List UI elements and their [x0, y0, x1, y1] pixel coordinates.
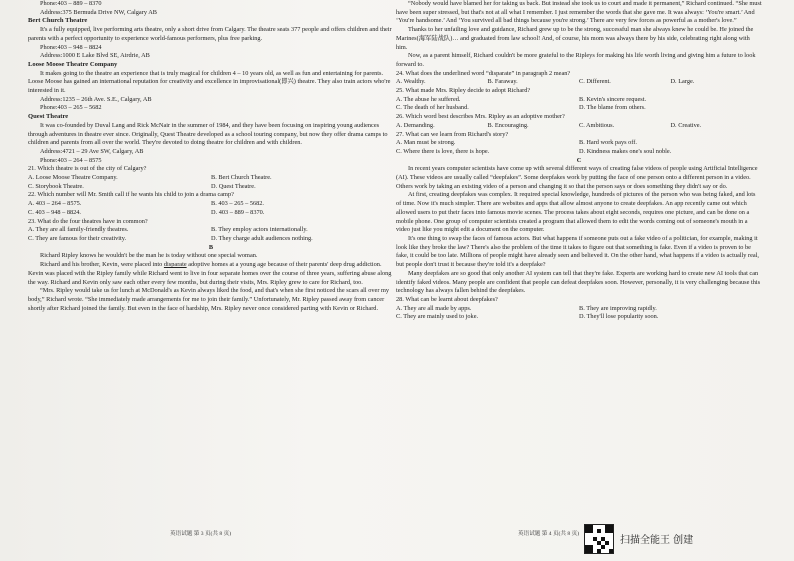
answer-option: C. Storybook Theatre. — [28, 182, 84, 190]
paragraph: In recent years computer scientists have come up with several different ways of creating false videos of people using Artificial Intelligence (AI). These videos are usually called “deepfakes”. Some deepfakes work by putting the face of one person onto a different person in a video. Others work by taking an existing video of a person and changing it so that the person says or does something they didn't say or do. — [396, 165, 758, 190]
theatre-heading: Bert Church Theatre — [28, 17, 88, 25]
paragraph: It's one thing to swap the faces of famous actors. But what happens if someone puts out a fake video of a politician, for example, making it look like they broke the law? There's also the problem of the time it takes to figure out that something is fake. Even if a video is proven to be fake, it could be too late. Millions of people might have already seen and believed it. On the other hand, what happens if a video is actually real, but people don't trust it because they're told it's a deepfake? — [396, 234, 760, 269]
info-line: Address:1235 – 26th Ave. S.E., Calgary, AB — [40, 95, 152, 103]
paragraph: Now, as a parent himself, Richard couldn't be more grateful to the Ripleys for making his life worth living and giving him a future to look forward to. — [396, 52, 756, 68]
theatre-heading: Quest Theatre — [28, 113, 69, 121]
answer-options — [28, 209, 394, 218]
answer-option: A. Wealthy. — [396, 78, 426, 86]
scanner-watermark: 扫描全能王 创建 — [620, 535, 694, 546]
paragraph: Richard and his brother, Kevin, were placed into disparate adoptive homes at a young age because of their parents' deep drug addiction. Kevin was placed with the Ripley family while Richard went to live in four separate homes over the course of three years, suffering abuse along the way. Richard and Kevin only saw each other every few months, but during their visits, Mrs. Ripley grew to care for Richard, too. — [28, 261, 392, 286]
question: 26. Which word best describes Mrs. Ripley as an adoptive mother? — [396, 113, 565, 121]
answer-options — [396, 122, 762, 131]
answer-option: A. Demanding. — [396, 121, 435, 129]
section-letter: C — [576, 156, 582, 164]
answer-option: B. Kevin's sincere request. — [579, 95, 647, 103]
answer-options — [396, 104, 762, 113]
answer-options — [396, 313, 762, 322]
info-line: Phone:403 – 264 – 8575 — [40, 156, 102, 164]
answer-option: A. They are all made by apps. — [396, 304, 472, 312]
answer-option: B. Encouraging. — [487, 121, 529, 129]
underlined-word: disparate — [163, 261, 187, 269]
answer-option: D. Quest Theatre. — [211, 182, 256, 190]
answer-option: B. 403 – 265 – 5682. — [211, 200, 265, 208]
page-footer-left: 英语试题 第 3 页(共 8 页) — [170, 531, 232, 537]
paragraph: “Nobody would have blamed her for taking us back. But instead she took us to court and made it permanent,” Richard continued. “She must have been super stressed, but that's not at all what I remember. I just remember the words that she gave me. It was always: ‘You're smart.’ And ‘You're handsome.’ And ‘You survived all bad things because you're strong.’ There are very few forces as powerful as a mother's love.” — [396, 0, 762, 25]
answer-options — [396, 96, 762, 105]
answer-option: D. 403 – 889 – 8370. — [211, 208, 265, 216]
paragraph: It makes going to the theatre an experience that is truly magical for children 4 – 10 years old, as well as fun and entertaining for parents. Loose Moose has gained an international reputation for creativity and excellence in improvisational(即兴) theatre. They also train actors who're interested in it. — [28, 69, 391, 95]
answer-option: A. They are all family-friendly theatres. — [28, 226, 129, 234]
answer-option: D. Kindness makes one's soul noble. — [579, 147, 672, 155]
info-line: Address:4721 – 29 Ave SW, Calgary, AB — [40, 147, 144, 155]
page-footer-right: 英语试题 第 4 页(共 8 页) — [518, 531, 580, 537]
answer-option: D. The blame from others. — [579, 104, 646, 112]
paragraph: At first, creating deepfakes was complex. It required special knowledge, hundreds of pictures of the person who was being faked, and lots of time. Now it's much simpler. There are websites and apps that allow almost anyone to create deepfakes. An app recently came out which allowed users to put their faces into famous movie scenes. The process takes about eight seconds, requires one picture, and can be done on a mobile phone. One group of computer scientists created a program that allowed them to edit the words coming out of someone's mouth in a video just like you might edit a document on the computer. — [396, 191, 756, 234]
answer-option: D. They charge adult audiences nothing. — [211, 234, 313, 242]
question: 22. Which number will Mr. Smith call if he wants his child to join a drama camp? — [28, 191, 234, 199]
section-letter: B — [208, 243, 214, 251]
answer-option: B. They are improving rapidly. — [579, 304, 657, 312]
question: 21. Which theatre is out of the city of Calgary? — [28, 165, 147, 173]
answer-option: C. Where there is love, there is hope. — [396, 147, 490, 155]
answer-option: A. Man must be strong. — [396, 139, 456, 147]
answer-options — [28, 174, 394, 183]
theatre-heading: Loose Moose Theatre Company — [28, 60, 118, 68]
answer-options — [396, 305, 762, 314]
question: 25. What made Mrs. Ripley decide to adopt Richard? — [396, 87, 531, 95]
answer-options — [28, 235, 394, 244]
paragraph: Richard Ripley knows he wouldn't be the man he is today without one special woman. — [40, 252, 258, 260]
paragraph: Many deepfakes are so good that only another AI system can tell that they're fake. Experts are working hard to create new AI tools that can identify faked videos. Many people are confident that people can defeat deepfakes soon. However, personally, it is very challenging because this technology has always fallen behind the deepfakes. — [396, 269, 761, 295]
info-line: Phone:403 – 265 – 5682 — [40, 104, 102, 112]
answer-option: B. They employ actors internationally. — [211, 226, 308, 234]
info-line: Phone:403 – 889 – 8370 — [40, 0, 102, 7]
answer-option: C. They are mainly used to joke. — [396, 313, 479, 321]
answer-option: A. The abuse he suffered. — [396, 95, 461, 103]
left-page-column — [28, 0, 394, 313]
answer-option: D. Creative. — [670, 121, 702, 129]
question: 24. What does the underlined word “disparate” in paragraph 2 mean? — [396, 69, 571, 77]
answer-options — [28, 200, 394, 209]
answer-option: B. Faraway. — [487, 78, 518, 86]
right-page-column — [396, 0, 762, 322]
answer-option: A. 403 – 264 – 8575. — [28, 200, 82, 208]
question: 27. What can we learn from Richard's story? — [396, 130, 509, 138]
paragraph: “Mrs. Ripley would take us for lunch at McDonald's as Kevin always liked the food, and that's when she first noticed the scars all over my body,” Richard wrote. “She immediately made arrangements for me to join their family.” Unfortunately, Mr. Ripley passed away from cancer shortly after Richard joined the family. But even in the face of hardship, Mrs. Ripley never once considered parting with Kevin or Richard. — [28, 287, 390, 312]
answer-option: C. Different. — [579, 78, 611, 86]
answer-options — [396, 148, 762, 157]
question: 28. What can be learnt about deepfakes? — [396, 295, 498, 303]
answer-option: B. Bert Church Theatre. — [211, 174, 272, 182]
answer-options — [28, 183, 394, 192]
answer-option: B. Hard work pays off. — [579, 139, 637, 147]
answer-option: C. They are famous for their creativity. — [28, 234, 127, 242]
answer-option: C. Ambitious. — [579, 121, 615, 129]
paragraph: Thanks to her unfailing love and guidance, Richard grew up to be the strong, successful man she always knew he could be. He joined the Marines(海军陆战队)… and graduated from law school! And, of course, his mom was always there by his side, celebrating right along with him. — [396, 26, 754, 51]
answer-options — [396, 78, 762, 87]
qr-code-icon — [584, 524, 614, 554]
answer-option: C. The death of her husband. — [396, 104, 469, 112]
info-line: Address:1000 E Lake Blvd SE, Airdrie, AB — [40, 52, 150, 60]
info-line: Phone:403 – 948 – 8824 — [40, 43, 102, 51]
answer-options — [28, 226, 394, 235]
info-line: Address:375 Bermuda Drive NW, Calgary AB — [40, 8, 157, 16]
question: 23. What do the four theatres have in common? — [28, 217, 148, 225]
paragraph: It's a fully equipped, live performing arts theatre, only a short drive from Calgary. The theatre seats 377 people and offers children and their parents with a perfect opportunity to experience world-famous performers, plus free parking. — [28, 26, 392, 42]
answer-option: C. 403 – 948 – 8824. — [28, 208, 82, 216]
answer-option: D. Large. — [670, 78, 695, 86]
answer-option: A. Loose Moose Theatre Company. — [28, 174, 118, 182]
answer-option: D. They'll lose popularity soon. — [579, 313, 659, 321]
answer-options — [396, 139, 762, 148]
paragraph: It was co-founded by Duval Lang and Rick McNair in the summer of 1984, and they have been focusing on inspiring young audiences through adventures in theatre ever since. Originally, Quest Theatre developed as a school touring company, but now they offer drama camps to children and parents from all over the world. They're devoted to doing theatre for children and with children. — [28, 121, 388, 147]
